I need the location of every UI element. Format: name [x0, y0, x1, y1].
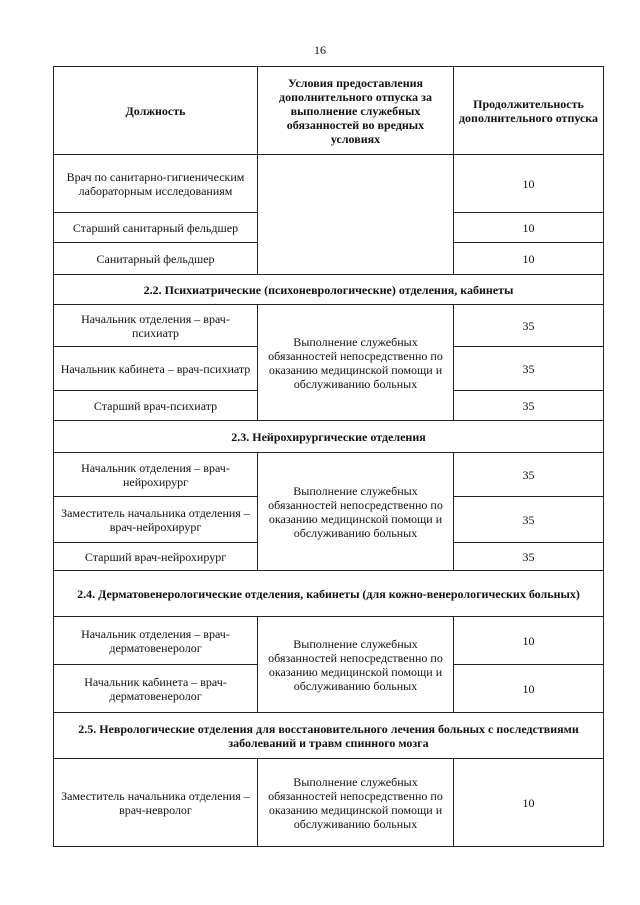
section-title: 2.4. Дерматовенерологические отделения, кабинеты (для кожно-венерологических больных): [54, 571, 604, 617]
header-position: Должность: [54, 67, 258, 155]
days-cell: 35: [454, 347, 604, 391]
days-cell: 10: [454, 243, 604, 275]
section-row: [54, 713, 604, 759]
days-cell: 10: [454, 213, 604, 243]
position-cell: Врач по санитарно-гигиеническим лабораторным исследованиям: [54, 155, 258, 213]
position-cell: Начальник отделения – врач-психиатр: [54, 305, 258, 347]
position-cell: Заместитель начальника отделения – врач-невролог: [54, 759, 258, 847]
table-row: [54, 155, 604, 213]
section-row: [54, 275, 604, 305]
position-cell: Санитарный фельдшер: [54, 243, 258, 275]
position-cell: Начальник отделения – врач-нейрохирург: [54, 453, 258, 497]
days-cell: 35: [454, 391, 604, 421]
days-cell: 35: [454, 453, 604, 497]
position-cell: Начальник кабинета – врач-психиатр: [54, 347, 258, 391]
position-cell: Старший врач-нейрохирург: [54, 543, 258, 571]
section-title: 2.3. Нейрохирургические отделения: [54, 421, 604, 453]
table-row: [54, 759, 604, 847]
header-row: [54, 67, 604, 155]
condition-cell: Выполнение служебных обязанностей непосредственно по оказанию медицинской помощи и обслуживанию больных: [258, 617, 454, 713]
table-row: [54, 453, 604, 497]
table-row: [54, 617, 604, 665]
position-cell: Заместитель начальника отделения – врач-нейрохирург: [54, 497, 258, 543]
table-row: [54, 305, 604, 347]
section-row: [54, 571, 604, 617]
condition-cell: Выполнение служебных обязанностей непосредственно по оказанию медицинской помощи и обслуживанию больных: [258, 453, 454, 571]
condition-cell: Выполнение служебных обязанностей непосредственно по оказанию медицинской помощи и обслуживанию больных: [258, 305, 454, 421]
days-cell: 10: [454, 155, 604, 213]
section-title: 2.2. Психиатрические (психоневрологические) отделения, кабинеты: [54, 275, 604, 305]
days-cell: 35: [454, 497, 604, 543]
header-duration: Продолжительность дополнительного отпуска: [454, 67, 604, 155]
position-cell: Начальник отделения – врач-дерматовенеролог: [54, 617, 258, 665]
section-row: [54, 421, 604, 453]
leave-table: [53, 66, 604, 847]
days-cell: 10: [454, 617, 604, 665]
days-cell: 10: [454, 759, 604, 847]
section-title: 2.5. Неврологические отделения для восстановительного лечения больных с последствиями заболеваний и травм спинного мозга: [54, 713, 604, 759]
page-number: 16: [314, 43, 326, 57]
position-cell: Начальник кабинета – врач-дерматовенеролог: [54, 665, 258, 713]
header-conditions: Условия предоставления дополнительного отпуска за выполнение служебных обязанностей во вредных условиях: [258, 67, 454, 155]
days-cell: 10: [454, 665, 604, 713]
position-cell: Старший врач-психиатр: [54, 391, 258, 421]
condition-cell-empty: [258, 155, 454, 275]
days-cell: 35: [454, 543, 604, 571]
position-cell: Старший санитарный фельдшер: [54, 213, 258, 243]
condition-cell: Выполнение служебных обязанностей непосредственно по оказанию медицинской помощи и обслуживанию больных: [258, 759, 454, 847]
days-cell: 35: [454, 305, 604, 347]
